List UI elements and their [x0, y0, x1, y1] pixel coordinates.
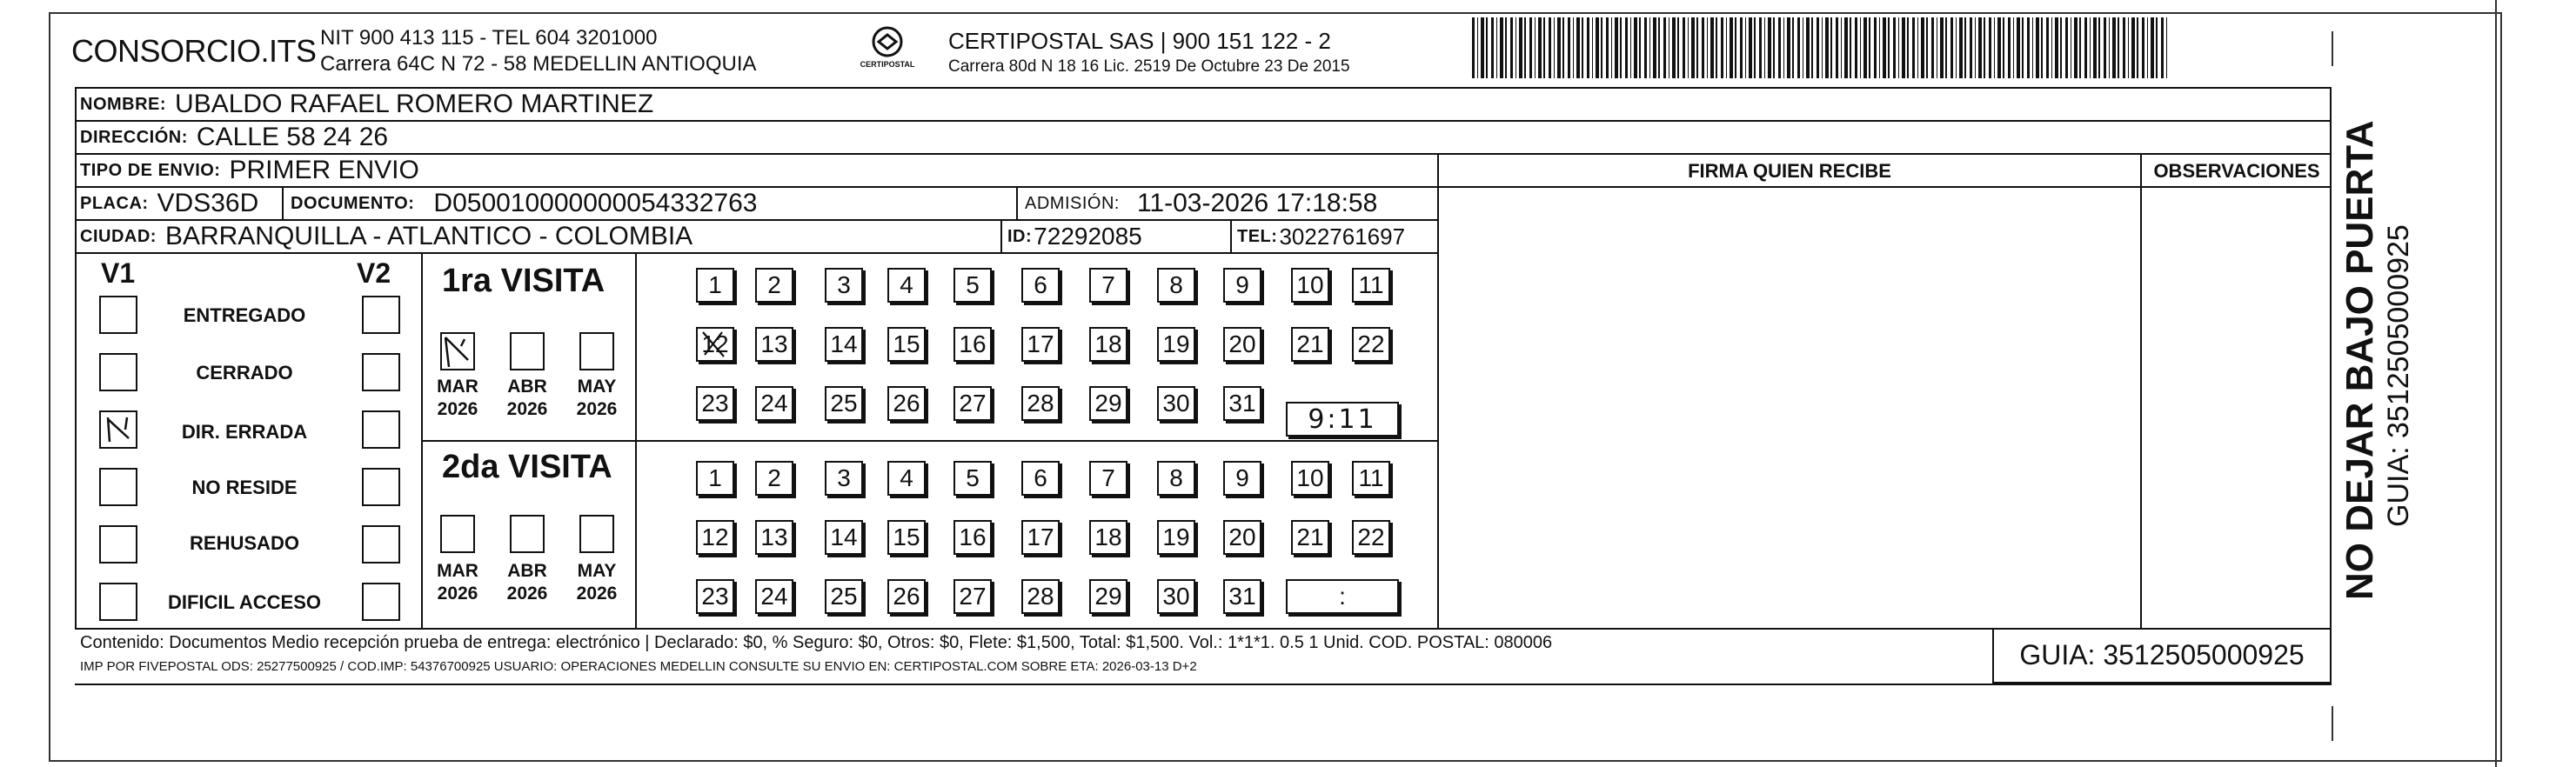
first-visit-day-9[interactable]: 9 — [1223, 268, 1261, 303]
second-visit-day-19[interactable]: 19 — [1157, 520, 1195, 555]
second-visit-day-26[interactable]: 26 — [887, 579, 926, 614]
month-year: 2026 — [437, 399, 478, 419]
second-month-label-abr — [501, 560, 553, 605]
check-mark-icon — [442, 334, 473, 369]
second-visit-day-22[interactable]: 22 — [1352, 520, 1390, 555]
first-visit-day-24[interactable]: 24 — [755, 386, 793, 421]
first-visit-month-mar[interactable] — [440, 332, 475, 370]
id-value: 72292085 — [1034, 223, 1142, 250]
second-visit-time-box[interactable] — [1286, 579, 1399, 614]
first-visit-time: 9:11 — [1308, 404, 1377, 435]
firma-header: FIRMA QUIEN RECIBE — [1437, 155, 2140, 188]
placa-value: VDS36D — [157, 189, 259, 217]
second-visit-month-mar[interactable] — [440, 515, 475, 553]
second-visit-day-11[interactable]: 11 — [1352, 461, 1390, 496]
first-visit-day-23[interactable]: 23 — [696, 386, 734, 421]
second-visit-day-29[interactable]: 29 — [1089, 579, 1127, 614]
admision-value: 11-03-2026 17:18:58 — [1136, 189, 1378, 217]
courier-name: CERTIPOSTAL SAS | 900 151 122 - 2 — [948, 28, 1331, 54]
first-visit-day-19[interactable]: 19 — [1157, 327, 1195, 362]
admision-label: ADMISIÓN: — [1025, 193, 1120, 213]
second-visit-day-12[interactable]: 12 — [696, 520, 734, 555]
status-dir-errada: DIR. ERRADA — [181, 421, 308, 443]
month-name: MAR — [437, 377, 478, 397]
second-month-label-may — [571, 560, 623, 605]
tipo-label: TIPO DE ENVIO: — [80, 160, 221, 180]
month-year: 2026 — [576, 584, 618, 604]
side-guia: GUIA: 3512505000925 — [2382, 224, 2415, 527]
first-visit-day-30[interactable]: 30 — [1157, 386, 1195, 421]
status-rehusado: REHUSADO — [190, 532, 299, 554]
month-year: 2026 — [506, 399, 548, 419]
direccion-value: CALLE 58 24 26 — [196, 123, 389, 151]
first-visit-day-2[interactable]: 2 — [755, 268, 793, 303]
month-name: ABR — [507, 377, 547, 397]
second-visit-day-18[interactable]: 18 — [1089, 520, 1127, 555]
second-visit-day-2[interactable]: 2 — [755, 461, 793, 496]
firma-divider — [1437, 155, 1439, 630]
first-visit-day-21[interactable]: 21 — [1291, 327, 1329, 362]
tel-label: TEL: — [1237, 226, 1278, 246]
status-entregado: ENTREGADO — [183, 304, 306, 326]
v2-checkbox-cerrado[interactable] — [362, 353, 400, 391]
second-visit-title: 2da VISITA — [442, 449, 612, 485]
second-visit-month-may[interactable] — [579, 515, 614, 553]
second-visit-day-3[interactable]: 3 — [825, 461, 863, 496]
corner-mark-bottom — [2332, 706, 2333, 741]
second-visit-day-6[interactable]: 6 — [1021, 461, 1060, 496]
second-visit-day-27[interactable]: 27 — [953, 579, 992, 614]
corner-mark-top — [2332, 31, 2333, 66]
first-visit-day-5[interactable]: 5 — [953, 268, 992, 303]
v2-checkbox-entregado[interactable] — [362, 296, 400, 334]
row-ciudad — [75, 221, 1437, 254]
first-visit-day-8[interactable]: 8 — [1157, 268, 1195, 303]
first-visit-day-27[interactable]: 27 — [953, 386, 992, 421]
second-visit-day-25[interactable]: 25 — [825, 579, 863, 614]
direccion-label: DIRECCIÓN: — [80, 127, 188, 147]
second-visit-day-20[interactable]: 20 — [1223, 520, 1261, 555]
tel-value: 3022761697 — [1279, 223, 1406, 250]
first-visit-day-18[interactable]: 18 — [1089, 327, 1127, 362]
month-divider — [635, 254, 637, 628]
month-year: 2026 — [576, 399, 618, 419]
nombre-value: UBALDO RAFAEL ROMERO MARTINEZ — [175, 90, 654, 118]
first-visit-day-26[interactable]: 26 — [887, 386, 926, 421]
company-name: CONSORCIO.ITS — [71, 33, 317, 69]
footer-content: Contenido: Documentos Medio recepción prueba de entrega: electrónico | Declarado: $0, % Seguro: $0, Otros: $0, Flete: $1,500, Total: $1,500. Vol.: 1*1*1. 0.5 1 Unid. COD. POSTAL: 080006 — [80, 633, 1553, 652]
documento-label: DOCUMENTO: — [291, 193, 415, 213]
second-visit-day-10[interactable]: 10 — [1291, 461, 1329, 496]
footer-guia: GUIA: 3512505000925 — [2019, 638, 2305, 670]
second-visit-day-21[interactable]: 21 — [1291, 520, 1329, 555]
v1-checkbox-cerrado[interactable] — [99, 353, 137, 391]
v2-checkbox-dir-errada[interactable] — [362, 410, 400, 449]
tipo-value: PRIMER ENVIO — [229, 156, 419, 184]
v1-checkbox-entregado[interactable] — [99, 296, 137, 334]
status-cerrado: CERRADO — [196, 362, 293, 384]
first-visit-day-12[interactable]: 12 — [696, 327, 734, 362]
first-visit-day-3[interactable]: 3 — [825, 268, 863, 303]
v1-checkbox-dificil-acceso[interactable] — [99, 583, 137, 621]
month-year: 2026 — [506, 584, 548, 604]
first-visit-day-22[interactable]: 22 — [1352, 327, 1390, 362]
first-visit-month-abr[interactable] — [510, 332, 545, 370]
second-visit-month-abr[interactable] — [510, 515, 545, 553]
observaciones-header: OBSERVACIONES — [2140, 155, 2332, 188]
certipostal-logo — [853, 24, 922, 77]
second-visit-day-23[interactable]: 23 — [696, 579, 734, 614]
second-visit-day-9[interactable]: 9 — [1223, 461, 1261, 496]
second-visit-day-28[interactable]: 28 — [1021, 579, 1060, 614]
first-visit-day-10[interactable]: 10 — [1291, 268, 1329, 303]
second-visit-day-17[interactable]: 17 — [1021, 520, 1060, 555]
first-visit-day-28[interactable]: 28 — [1021, 386, 1060, 421]
first-visit-day-15[interactable]: 15 — [887, 327, 926, 362]
first-month-label-abr — [501, 376, 553, 421]
month-name: MAR — [437, 561, 478, 581]
second-visit-day-4[interactable]: 4 — [887, 461, 926, 496]
second-visit-day-5[interactable]: 5 — [953, 461, 992, 496]
first-visit-day-20[interactable]: 20 — [1223, 327, 1261, 362]
v1-checkbox-dir-errada[interactable] — [99, 410, 137, 449]
company-address: Carrera 64C N 72 - 58 MEDELLIN ANTIOQUIA — [320, 52, 757, 76]
ciudad-label: CIUDAD: — [80, 226, 157, 246]
first-visit-day-11[interactable]: 11 — [1352, 268, 1390, 303]
first-visit-day-6[interactable]: 6 — [1021, 268, 1060, 303]
right-edge-line — [2495, 0, 2497, 767]
footer-bottom-line — [75, 684, 2332, 685]
v2-checkbox-dificil-acceso[interactable] — [362, 583, 400, 621]
courier-license: Carrera 80d N 18 16 Lic. 2519 De Octubre 23 De 2015 — [948, 57, 1350, 76]
status-panel — [75, 254, 423, 628]
first-visit-day-1[interactable]: 1 — [696, 268, 734, 303]
row-placa — [75, 188, 1437, 221]
second-visit-day-30[interactable]: 30 — [1157, 579, 1195, 614]
header-area — [63, 17, 2342, 87]
month-year: 2026 — [437, 584, 478, 604]
first-visit-day-25[interactable]: 25 — [825, 386, 863, 421]
second-visit-time: : — [1339, 583, 1346, 610]
status-no-reside: NO RESIDE — [191, 477, 298, 498]
second-visit-day-15[interactable]: 15 — [887, 520, 926, 555]
v1-label: V1 — [101, 257, 136, 289]
row-tipo — [75, 155, 1437, 188]
first-visit-day-17[interactable]: 17 — [1021, 327, 1060, 362]
first-visit-day-31[interactable]: 31 — [1223, 386, 1261, 421]
ciudad-value: BARRANQUILLA - ATLANTICO - COLOMBIA — [164, 222, 693, 250]
first-visit-time-box[interactable] — [1286, 402, 1399, 437]
second-visit-day-24[interactable]: 24 — [755, 579, 793, 614]
barcode — [1472, 17, 2168, 78]
month-name: ABR — [507, 561, 547, 581]
observaciones-divider — [2140, 155, 2142, 630]
row-nombre — [75, 89, 2332, 122]
first-visit-day-13[interactable]: 13 — [755, 327, 793, 362]
placa-label: PLACA: — [80, 193, 149, 213]
first-visit-month-may[interactable] — [579, 332, 614, 370]
status-dificil-acceso: DIFICIL ACCESO — [167, 591, 321, 613]
v2-label: V2 — [357, 257, 391, 289]
first-visit-day-4[interactable]: 4 — [887, 268, 926, 303]
second-visit-day-7[interactable]: 7 — [1089, 461, 1127, 496]
nombre-label: NOMBRE: — [80, 94, 167, 114]
first-month-label-may — [571, 376, 623, 421]
first-visit-title: 1ra VISITA — [442, 263, 606, 299]
side-warning: NO DEJAR BAJO PUERTA — [2338, 120, 2381, 600]
second-visit-day-16[interactable]: 16 — [953, 520, 992, 555]
logo-caption: CERTIPOSTAL — [860, 60, 915, 69]
logo-icon — [868, 24, 907, 59]
first-visit-day-16[interactable]: 16 — [953, 327, 992, 362]
id-label: ID: — [1007, 226, 1033, 246]
first-month-label-mar — [432, 376, 484, 421]
v2-checkbox-no-reside[interactable] — [362, 468, 400, 506]
row-direccion — [75, 122, 2332, 155]
month-name: MAY — [577, 561, 617, 581]
footer-guia-box — [1992, 628, 2332, 684]
check-mark-icon — [101, 412, 136, 447]
v2-checkbox-rehusado[interactable] — [362, 525, 400, 564]
month-name: MAY — [577, 377, 617, 397]
visit-divider — [423, 440, 1437, 442]
first-visit-day-7[interactable]: 7 — [1089, 268, 1127, 303]
second-visit-day-31[interactable]: 31 — [1223, 579, 1261, 614]
footer-imp: IMP POR FIVEPOSTAL ODS: 25277500925 / COD.IMP: 54376700925 USUARIO: OPERACIONES MEDELLIN CONSULTE SU ENVIO EN: CERTIPOSTAL.COM SOBRE ETA: 2026-03-13 D+2 — [80, 659, 1197, 674]
second-visit-day-14[interactable]: 14 — [825, 520, 863, 555]
second-visit-day-1[interactable]: 1 — [696, 461, 734, 496]
company-nit: NIT 900 413 115 - TEL 604 3201000 — [320, 26, 658, 50]
second-month-label-mar — [432, 560, 484, 605]
v1-checkbox-rehusado[interactable] — [99, 525, 137, 564]
second-visit-day-13[interactable]: 13 — [755, 520, 793, 555]
v1-checkbox-no-reside[interactable] — [99, 468, 137, 506]
documento-value: D050010000000054332763 — [433, 189, 758, 217]
first-visit-day-29[interactable]: 29 — [1089, 386, 1127, 421]
second-visit-day-8[interactable]: 8 — [1157, 461, 1195, 496]
first-visit-day-14[interactable]: 14 — [825, 327, 863, 362]
